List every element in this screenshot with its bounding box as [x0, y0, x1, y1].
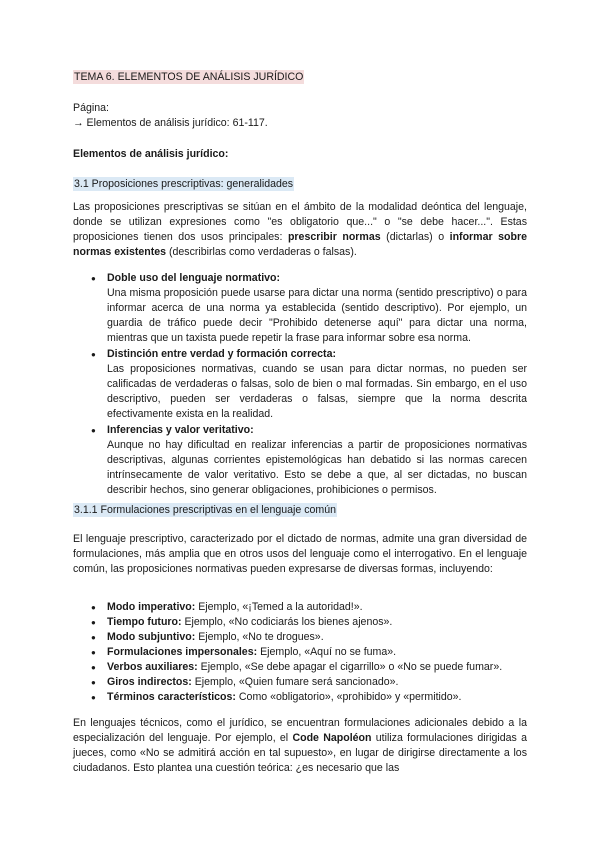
list-item: ● Verbos auxiliares: Ejemplo, «Se debe apagar el cigarrillo» o «No se puede fumar».: [91, 660, 527, 675]
section-heading: Elementos de análisis jurídico:: [73, 148, 229, 160]
section-3-1-heading: 3.1 Proposiciones prescriptivas: generalidades: [74, 178, 294, 190]
formulations-list: [91, 600, 527, 705]
section-3-1-1-intro: El lenguaje prescriptivo, caracterizado por el dictado de normas, admite una gran diversidad de formulaciones, más amplia que en otros usos del lenguaje como el interrogativo. En el lenguaje común, las proposiciones normativas pueden expresarse de diversas formas, incluyendo:: [73, 533, 527, 575]
topic-title: TEMA 6. ELEMENTOS DE ANÁLISIS JURÍDICO: [74, 71, 304, 83]
list-item: ● Giros indirectos: Ejemplo, «Quien fumare será sancionado».: [91, 675, 527, 690]
page-label: Página:: [73, 102, 109, 114]
list-item: ● Modo subjuntivo: Ejemplo, «No te drogues».: [91, 630, 527, 645]
list-item: ● Doble uso del lenguaje normativo: Una misma proposición puede usarse para dictar una norma (sentido prescriptivo) o para informar acerca de una norma ya establecida (sentido descriptivo). Por ejemplo, un guardia de tráfico puede decir "Prohibido detenerse aquí" para dictar una norma, mientras que un taxista puede repetir la frase para informar sobre esa norma.: [91, 271, 527, 346]
section-3-1-intro: Las proposiciones prescriptivas se sitúan en el ámbito de la modalidad deóntica del lenguaje, donde se utilizan expresiones como "es obligatorio que..." o "se debe hacer...". Estas proposiciones tienen dos usos principales: prescribir normas (dictarlas) o informar sobre normas existentes (describirlas como verdaderas o falsas).: [73, 201, 527, 258]
list-item: ● Tiempo futuro: Ejemplo, «No codiciarás los bienes ajenos».: [91, 615, 527, 630]
page-reference: → Elementos de análisis jurídico: 61-117.: [73, 117, 268, 129]
section-3-1-1-heading: 3.1.1 Formulaciones prescriptivas en el lenguaje común: [74, 504, 337, 516]
section-3-1-1-outro: En lenguajes técnicos, como el jurídico, se encuentran formulaciones adicionales debido a la especialización del lenguaje. Por ejemplo, el Code Napoléon utiliza formulaciones dirigidas a jueces, como «No se admitirá acción en tal supuesto», en lugar de dirigirse directamente a los ciudadanos. Esto plantea una cuestión teórica: ¿es necesario que las: [73, 717, 527, 774]
section-3-1-bullet-list: [91, 271, 527, 498]
list-item: ● Inferencias y valor veritativo: Aunque no hay dificultad en realizar inferencias a partir de proposiciones normativas descriptivas, algunas corrientes epistemológicas han debatido si las normas carecen intrínsecamente de valor veritativo. Esto se debe a que, al ser dictadas, no buscan describir hechos, sino generar obligaciones, prohibiciones o permisos.: [91, 423, 527, 498]
list-item: ● Distinción entre verdad y formación correcta: Las proposiciones normativas, cuando se usan para dictar normas, no pueden ser calificadas de verdaderas o falsas, solo de bien o mal formadas. Sin embargo, en el uso descriptivo, pueden ser verdaderas o falsas, siempre que la norma descrita efectivamente exista en la realidad.: [91, 347, 527, 422]
list-item: ● Formulaciones impersonales: Ejemplo, «Aquí no se fuma».: [91, 645, 527, 660]
list-item: ● Términos característicos: Como «obligatorio», «prohibido» y «permitido».: [91, 690, 527, 705]
list-item: ● Modo imperativo: Ejemplo, «¡Temed a la autoridad!».: [91, 600, 527, 615]
